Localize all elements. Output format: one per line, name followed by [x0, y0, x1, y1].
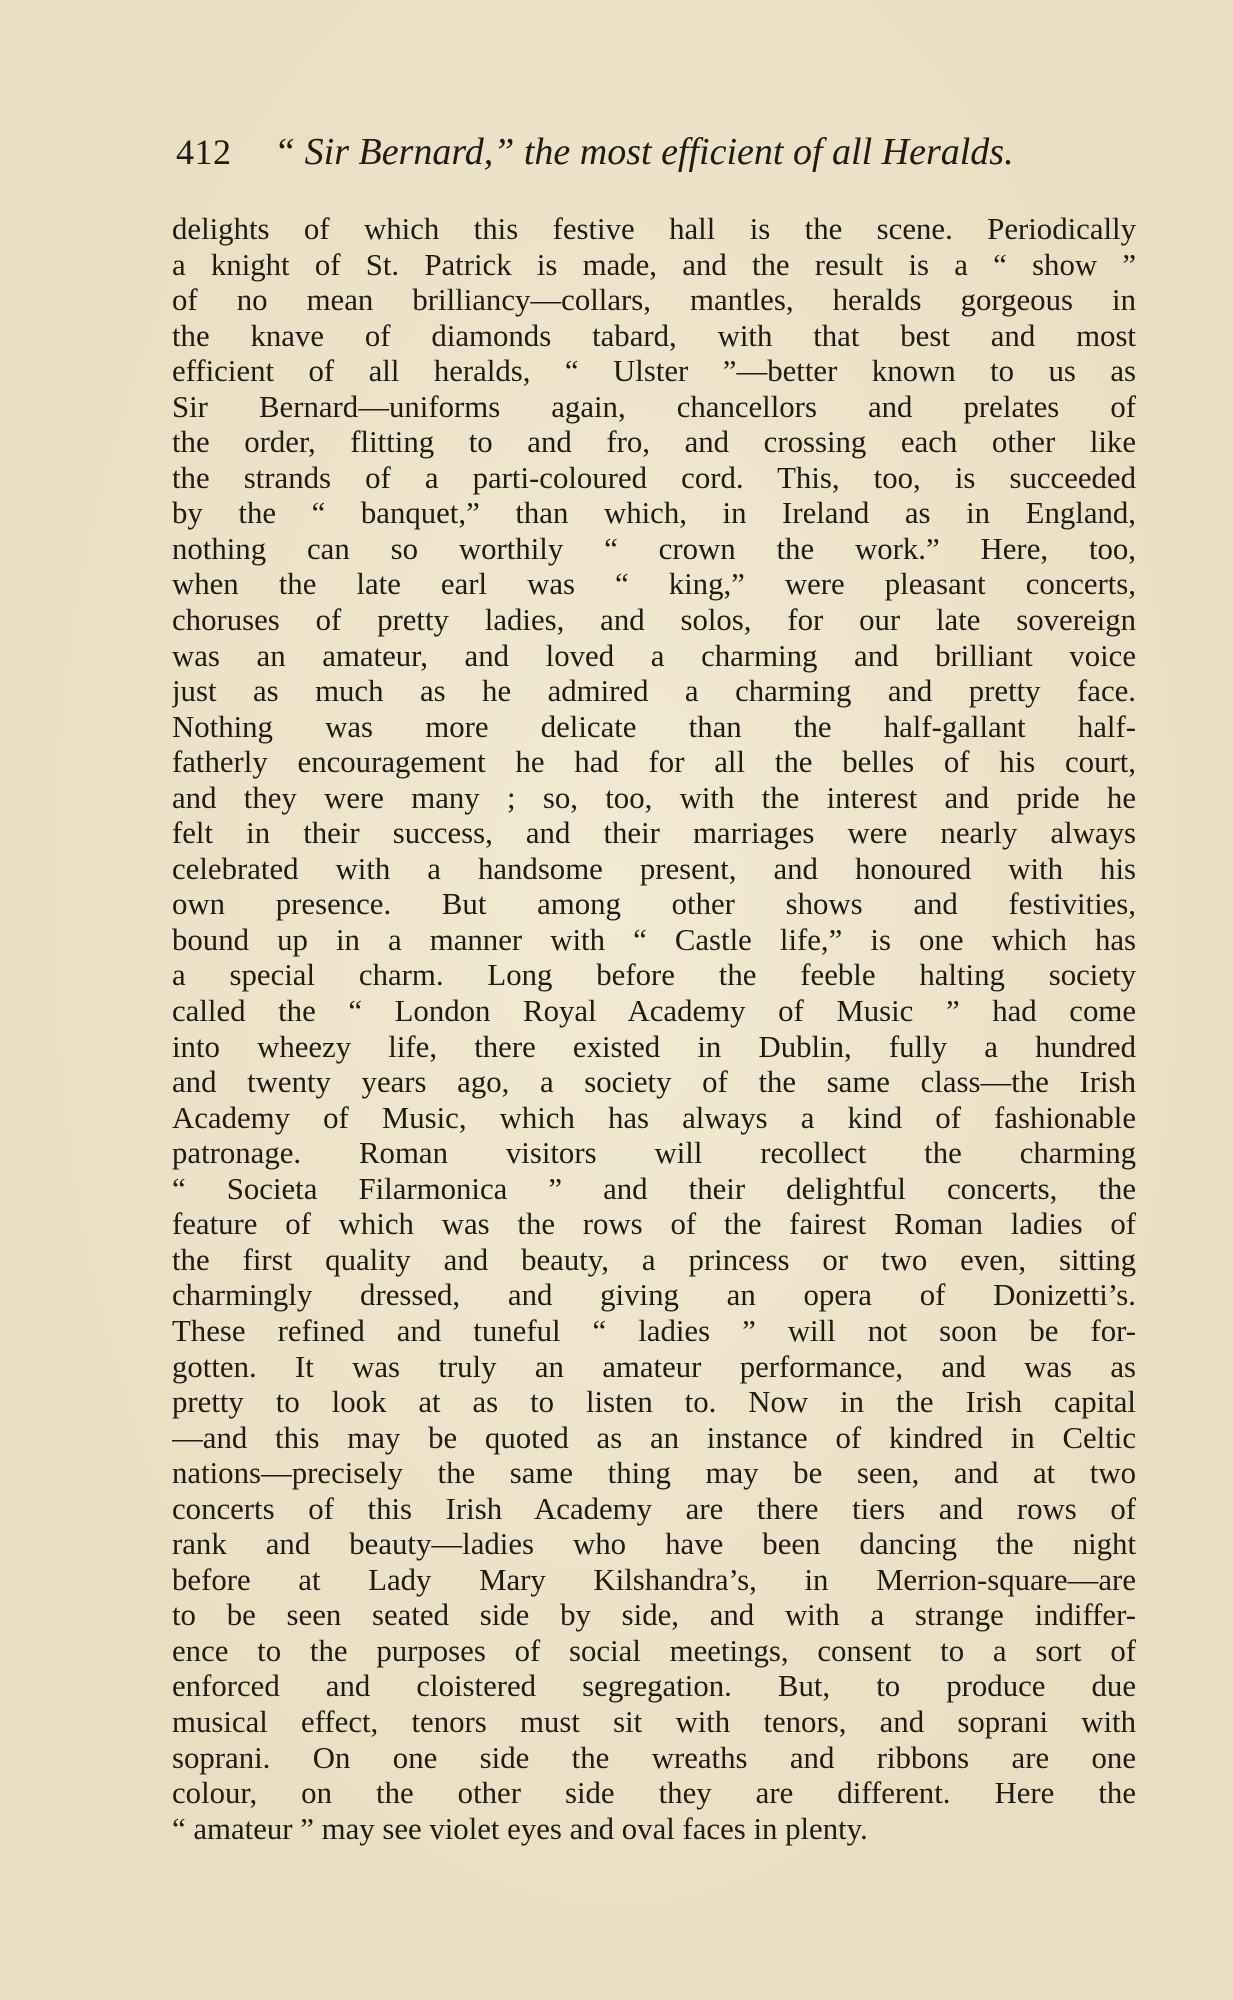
- running-title: “ Sir Bernard,” the most efficient of all Heralds.: [274, 131, 1014, 173]
- text-line: choruses of pretty ladies, and solos, for our late sovereign: [172, 603, 1136, 638]
- text-line: and twenty years ago, a society of the same class—the Irish: [172, 1065, 1136, 1100]
- text-line: pretty to look at as to listen to. Now in the Irish capital: [172, 1385, 1136, 1420]
- text-line: celebrated with a handsome present, and honoured with his: [172, 851, 1136, 886]
- text-line: a knight of St. Patrick is made, and the result is a “ show ”: [172, 247, 1136, 282]
- text-line: by the “ banquet,” than which, in Ireland as in England,: [172, 496, 1136, 531]
- text-line: the order, flitting to and fro, and crossing each other like: [172, 425, 1136, 460]
- text-line: nations—precisely the same thing may be seen, and at two: [172, 1456, 1136, 1491]
- text-line: just as much as he admired a charming and pretty face.: [172, 674, 1136, 709]
- text-line: felt in their success, and their marriages were nearly always: [172, 816, 1136, 851]
- text-line: the first quality and beauty, a princess or two even, sitting: [172, 1242, 1136, 1277]
- text-line: gotten. It was truly an amateur performance, and was as: [172, 1349, 1136, 1384]
- text-line: a special charm. Long before the feeble halting society: [172, 958, 1136, 993]
- text-line: called the “ London Royal Academy of Music ” had come: [172, 994, 1136, 1029]
- text-line: nothing can so worthily “ crown the work.” Here, too,: [172, 531, 1136, 566]
- text-line: delights of which this festive hall is the scene. Periodically: [172, 212, 1136, 246]
- text-line: concerts of this Irish Academy are there tiers and rows of: [172, 1491, 1136, 1526]
- text-line: soprani. On one side the wreaths and ribbons are one: [172, 1740, 1136, 1775]
- page-header: [176, 126, 1144, 178]
- text-line: “ amateur ” may see violet eyes and oval faces in plenty.: [172, 1811, 868, 1846]
- text-line: bound up in a manner with “ Castle life,” is one which has: [172, 922, 1136, 957]
- text-line: when the late earl was “ king,” were pleasant concerts,: [172, 567, 1136, 602]
- text-line: enforced and cloistered segregation. But, to produce due: [172, 1669, 1136, 1704]
- text-line: colour, on the other side they are different. Here the: [172, 1776, 1136, 1811]
- text-line: Sir Bernard—uniforms again, chancellors and prelates of: [172, 389, 1136, 424]
- text-line: efficient of all heralds, “ Ulster ”—better known to us as: [172, 354, 1136, 389]
- text-line: charmingly dressed, and giving an opera of Donizetti’s.: [172, 1278, 1136, 1313]
- text-line: “ Societa Filarmonica ” and their delightful concerts, the: [172, 1171, 1136, 1206]
- text-line: the strands of a parti-coloured cord. This, too, is succeeded: [172, 460, 1136, 495]
- text-line: was an amateur, and loved a charming and brilliant voice: [172, 638, 1136, 673]
- text-line: of no mean brilliancy—collars, mantles, heralds gorgeous in: [172, 283, 1136, 318]
- text-line: —and this may be quoted as an instance of kindred in Celtic: [172, 1420, 1136, 1455]
- text-line: patronage. Roman visitors will recollect the charming: [172, 1136, 1136, 1171]
- page-number: 412: [176, 132, 232, 172]
- text-line: the knave of diamonds tabard, with that best and most: [172, 318, 1136, 353]
- text-line: musical effect, tenors must sit with tenors, and soprani with: [172, 1704, 1136, 1739]
- text-line: ence to the purposes of social meetings, consent to a sort of: [172, 1633, 1136, 1668]
- text-line: Academy of Music, which has always a kind of fashionable: [172, 1100, 1136, 1135]
- text-line: and they were many ; so, too, with the interest and pride he: [172, 780, 1136, 815]
- text-line: fatherly encouragement he had for all the belles of his court,: [172, 745, 1136, 780]
- text-line: rank and beauty—ladies who have been dancing the night: [172, 1527, 1136, 1562]
- text-line: to be seen seated side by side, and with a strange indiffer-: [172, 1598, 1136, 1633]
- text-line: own presence. But among other shows and festivities,: [172, 887, 1136, 922]
- body-text: [172, 212, 1136, 1847]
- text-line: before at Lady Mary Kilshandra’s, in Merrion-square—are: [172, 1562, 1136, 1597]
- text-line: into wheezy life, there existed in Dublin, fully a hundred: [172, 1029, 1136, 1064]
- text-line: Nothing was more delicate than the half-gallant half-: [172, 709, 1136, 744]
- text-line: feature of which was the rows of the fairest Roman ladies of: [172, 1207, 1136, 1242]
- text-line: These refined and tuneful “ ladies ” will not soon be for-: [172, 1313, 1136, 1348]
